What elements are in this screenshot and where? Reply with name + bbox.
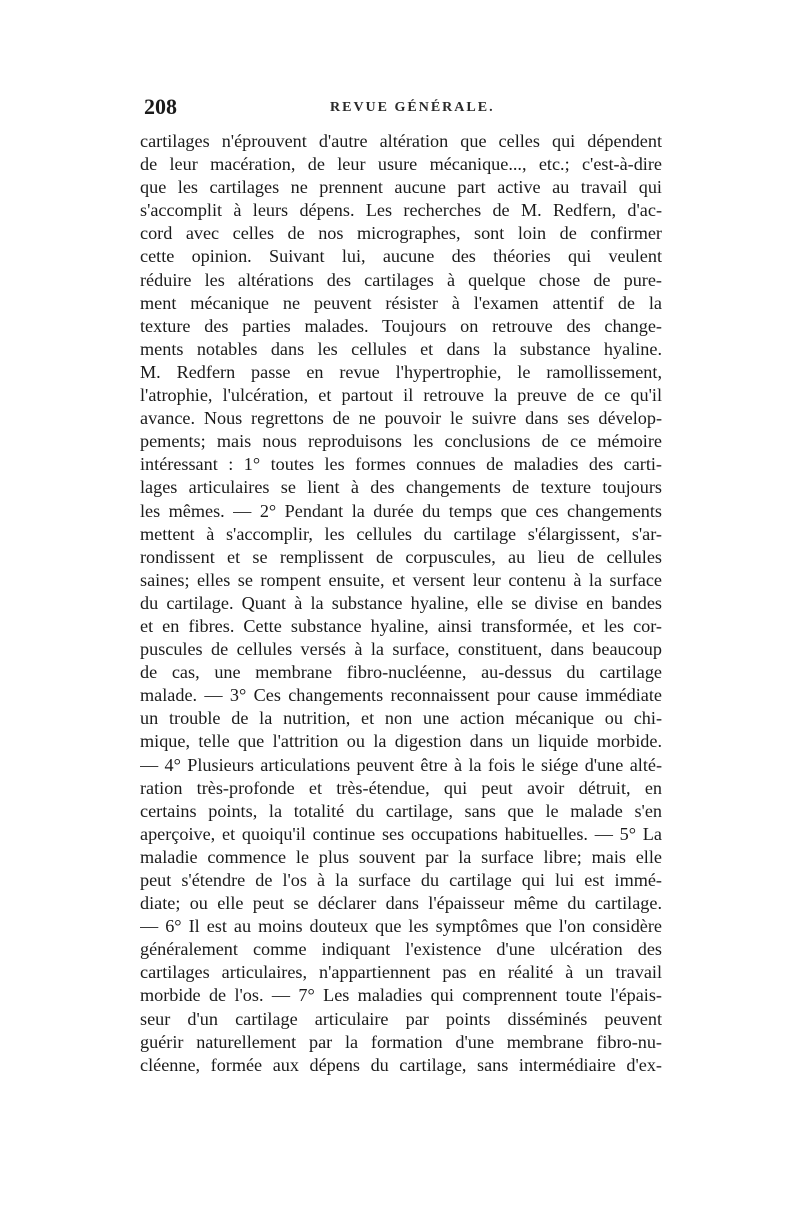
text-line: puscules de cellules versés à la surface, constituent, dans beaucoup [140, 639, 662, 660]
text-line: un trouble de la nutrition, et non une action mécanique ou chi- [140, 708, 662, 729]
text-line: aperçoive, et quoiqu'il continue ses occupations habituelles. — 5° La [140, 823, 662, 844]
body-text [140, 130, 662, 1077]
text-line: — 6° Il est au moins douteux que les symptômes que l'on considère [140, 916, 662, 937]
text-line: cartilages n'éprouvent d'autre altération que celles qui dépendent [140, 131, 662, 151]
text-line: les mêmes. — 2° Pendant la durée du temps que ces changements [140, 500, 662, 521]
text-line: peut s'étendre de l'os à la surface du cartilage qui lui est immé- [140, 870, 662, 890]
text-line: malade. — 3° Ces changements reconnaissent pour cause immédiate [140, 685, 662, 706]
text-line: mettent à s'accomplir, les cellules du cartilage s'élargissent, s'ar- [140, 523, 662, 544]
text-line: cléenne, formée aux dépens du cartilage, sans intermédiaire d'ex- [140, 1054, 662, 1075]
text-line: réduire les altérations des cartilages à quelque chose de pure- [140, 269, 662, 290]
text-line: ment mécanique ne peuvent résister à l'examen attentif de la [140, 292, 662, 313]
page-number: 208 [144, 94, 177, 119]
text-line: pements; mais nous reproduisons les conclusions de ce mémoire [140, 431, 662, 452]
running-head [140, 92, 670, 128]
text-line: cartilages articulaires, n'appartiennent pas en réalité à un travail [140, 962, 662, 983]
text-line: — 4° Plusieurs articulations peuvent être à la fois le siége d'une alté- [140, 754, 662, 775]
text-line: généralement comme indiquant l'existence d'une ulcération des [140, 939, 662, 960]
text-line: et en fibres. Cette substance hyaline, ainsi transformée, et les cor- [140, 615, 662, 636]
text-line: seur d'un cartilage articulaire par points disséminés peuvent [140, 1008, 662, 1029]
text-line: certains points, la totalité du cartilage, sans que le malade s'en [140, 800, 662, 821]
text-line: du cartilage. Quant à la substance hyaline, elle se divise en bandes [140, 592, 662, 613]
text-line: de leur macération, de leur usure mécanique..., etc.; c'est-à-dire [140, 154, 662, 175]
text-line: morbide de l'os. — 7° Les maladies qui comprennent toute l'épais- [140, 985, 662, 1006]
text-line: diate; ou elle peut se déclarer dans l'épaisseur même du cartilage. [140, 893, 662, 914]
text-line: lages articulaires se lient à des changements de texture toujours [140, 477, 662, 498]
text-line: cord avec celles de nos micrographes, sont loin de confirmer [140, 223, 662, 244]
text-line: guérir naturellement par la formation d'une membrane fibro-nu- [140, 1031, 662, 1052]
text-line: maladie commence le plus souvent par la surface libre; mais elle [140, 846, 662, 867]
running-title: REVUE GÉNÉRALE. [330, 100, 495, 115]
text-line: cette opinion. Suivant lui, aucune des théories qui veulent [140, 246, 662, 267]
text-line: que les cartilages ne prennent aucune part active au travail qui [140, 177, 662, 198]
text-line: rondissent et se remplissent de corpuscules, au lieu de cellules [140, 546, 662, 567]
text-line: de cas, une membrane fibro-nucléenne, au-dessus du cartilage [140, 662, 662, 683]
text-line: texture des parties malades. Toujours on retrouve des change- [140, 315, 662, 336]
text-line: avance. Nous regrettons de ne pouvoir le suivre dans ses dévelop- [140, 408, 662, 429]
text-line: M. Redfern passe en revue l'hypertrophie, le ramollissement, [140, 361, 662, 382]
text-line: saines; elles se rompent ensuite, et versent leur contenu à la surface [140, 569, 662, 590]
text-line: mique, telle que l'attrition ou la digestion dans un liquide morbide. [140, 731, 662, 752]
text-line: s'accomplit à leurs dépens. Les recherches de M. Redfern, d'ac- [140, 200, 662, 221]
text-line: ments notables dans les cellules et dans la substance hyaline. [140, 338, 662, 359]
text-line: intéressant : 1° toutes les formes connues de maladies des carti- [140, 454, 662, 475]
text-line: ration très-profonde et très-étendue, qui peut avoir détruit, en [140, 777, 662, 798]
text-line: l'atrophie, l'ulcération, et partout il retrouve la preuve de ce qu'il [140, 385, 662, 406]
